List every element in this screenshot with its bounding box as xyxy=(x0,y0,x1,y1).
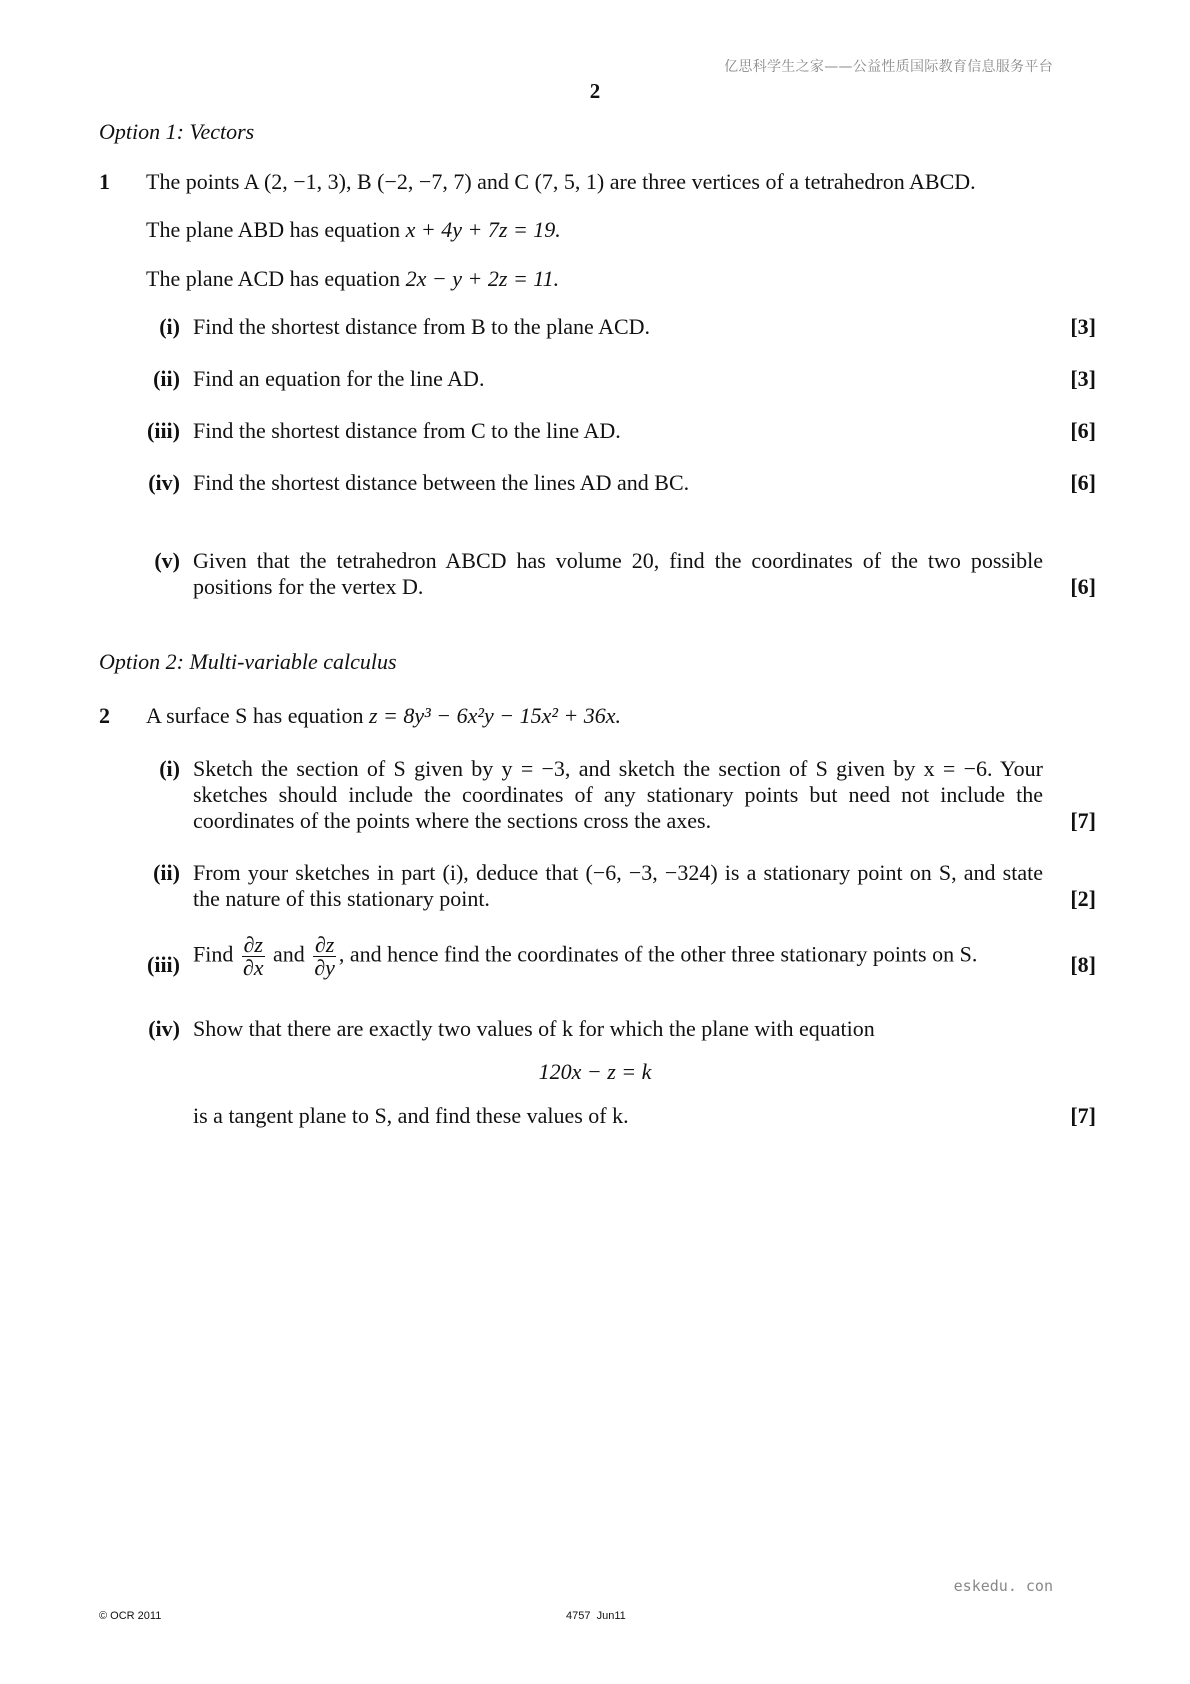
paper-code: 4757 Jun11 xyxy=(566,1610,626,1622)
plane-acd-statement xyxy=(146,266,559,292)
q2-part-marks: [8] xyxy=(1070,952,1096,977)
copyright: © OCR 2011 xyxy=(99,1610,162,1622)
q1-part-label: (i) xyxy=(159,314,180,339)
q2-part-marks: [2] xyxy=(1070,886,1096,911)
q1-part-label: (iii) xyxy=(147,418,180,443)
q1-part-text: Find an equation for the line AD. xyxy=(193,366,485,391)
plane-abd-prefix: The plane ABD has equation xyxy=(146,217,406,242)
fraction-numerator: ∂z xyxy=(314,932,335,957)
q2-part-label: (ii) xyxy=(153,860,180,885)
question-1-intro: The points A (2, −1, 3), B (−2, −7, 7) and C (7, 5, 1) are three vertices of a tetrahedron ABCD. xyxy=(146,169,976,194)
option2-heading: Option 2: Multi-variable calculus xyxy=(99,649,397,674)
plane-abd-statement xyxy=(146,217,561,243)
q1-part-label: (v) xyxy=(154,548,180,573)
q2-part-label: (iv) xyxy=(148,1016,180,1041)
watermark-bottom: eskedu. con xyxy=(953,1577,1053,1595)
plane-acd-prefix: The plane ACD has equation xyxy=(146,266,406,291)
q2-part-text xyxy=(193,934,1033,979)
q2-part-text: Show that there are exactly two values of k for which the plane with equation xyxy=(193,1016,875,1041)
question-1-number: 1 xyxy=(99,169,110,194)
q1-part-text: Find the shortest distance from C to the line AD. xyxy=(193,418,621,443)
plane-acd-equation: 2x − y + 2z = 11. xyxy=(405,266,560,291)
page-number: 2 xyxy=(589,79,601,103)
q2-part-text: Sketch the section of S given by y = −3, and sketch the section of S given by x = −6. Your sketches should include the coordinates of any stationary points but need not include the coordinates of the points where the sections cross the axes. xyxy=(193,756,1043,833)
q2-part-text-continued: is a tangent plane to S, and find these values of k. xyxy=(193,1103,629,1128)
fraction-denominator: ∂y xyxy=(314,955,335,980)
partial-z-y-fraction xyxy=(313,934,336,979)
find-word: Find xyxy=(193,941,234,967)
q2-part-label: (iii) xyxy=(147,952,180,977)
q1-part-marks: [6] xyxy=(1070,418,1096,443)
option1-heading: Option 1: Vectors xyxy=(99,119,255,144)
plane-abd-equation: x + 4y + 7z = 19. xyxy=(405,217,561,242)
q1-part-marks: [3] xyxy=(1070,314,1096,339)
question-2-number: 2 xyxy=(99,703,110,728)
q1-part-marks: [6] xyxy=(1070,470,1096,495)
q2-part-label: (i) xyxy=(159,756,180,781)
and-word: and xyxy=(273,941,305,967)
watermark-top: 亿思科学生之家——公益性质国际教育信息服务平台 xyxy=(724,59,1053,75)
surface-equation: z = 8y³ − 6x²y − 15x² + 36x. xyxy=(369,703,622,728)
partial-z-x-fraction xyxy=(242,934,265,979)
q1-part-label: (iv) xyxy=(148,470,180,495)
tangent-plane-formula: 120x − z = k xyxy=(538,1059,652,1084)
q1-part-text: Find the shortest distance from B to the plane ACD. xyxy=(193,314,651,339)
q1-part-marks: [3] xyxy=(1070,366,1096,391)
q1-part-marks: [6] xyxy=(1070,574,1096,599)
q1-part-text: Given that the tetrahedron ABCD has volume 20, find the coordinates of the two possible positions for the vertex D. xyxy=(193,548,1043,599)
surface-prefix: A surface S has equation xyxy=(146,703,369,728)
q1-part-text: Find the shortest distance between the lines AD and BC. xyxy=(193,470,690,495)
part-iii-remainder: , and hence find the coordinates of the other three stationary points on S. xyxy=(338,941,978,967)
q2-part-marks: [7] xyxy=(1070,1103,1096,1128)
question-2-intro xyxy=(146,703,621,729)
q2-part-text: From your sketches in part (i), deduce that (−6, −3, −324) is a stationary point on S, and state the nature of this stationary point. xyxy=(193,860,1043,911)
q2-part-marks: [7] xyxy=(1070,808,1096,833)
fraction-numerator: ∂z xyxy=(243,932,263,957)
q1-part-label: (ii) xyxy=(153,366,180,391)
fraction-denominator: ∂x xyxy=(242,955,264,980)
